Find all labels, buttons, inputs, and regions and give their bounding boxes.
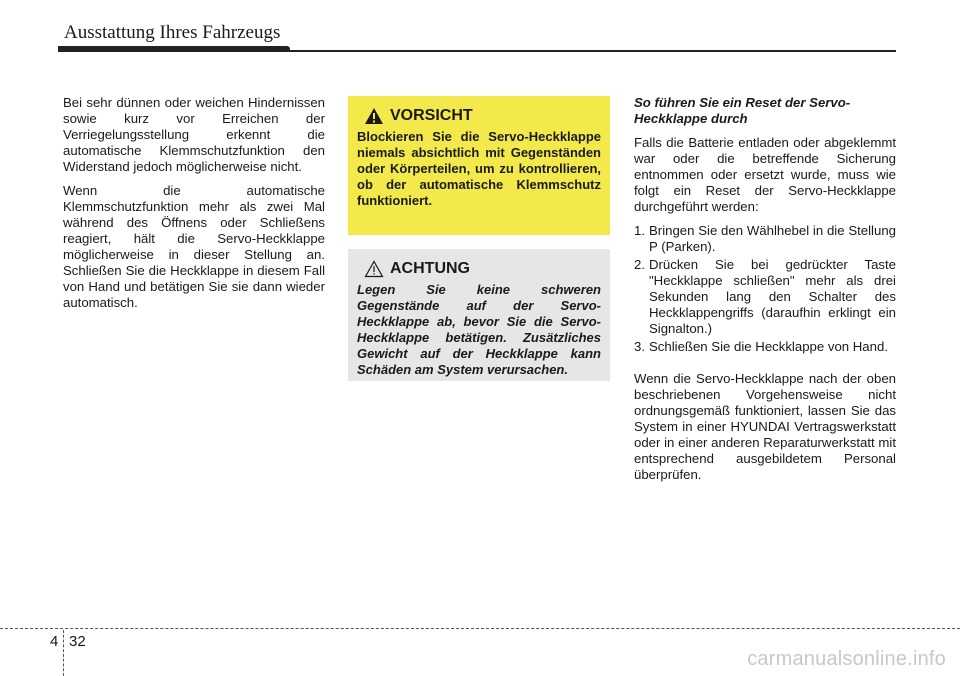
note-header bbox=[357, 259, 601, 279]
footer-vertical-divider bbox=[63, 630, 64, 676]
step-number: 2. bbox=[634, 257, 645, 272]
page-number: 32 bbox=[69, 633, 86, 650]
footer-divider bbox=[0, 628, 960, 629]
section-title: So führen Sie ein Reset der Servo-Heckklappe durch bbox=[634, 95, 851, 126]
list-item bbox=[634, 339, 896, 355]
step-number: 1. bbox=[634, 223, 645, 238]
paragraph: Bei sehr dünnen oder weichen Hindernissen sowie kurz vor Erreichen der Verriegelungsstellung erkennt die automatische Klemmschutzfunktion den Widerstand jedoch möglicherweise nicht. bbox=[63, 95, 325, 174]
left-column bbox=[63, 95, 325, 319]
watermark-link[interactable]: carmanualsonline.info bbox=[747, 648, 946, 670]
list-item bbox=[634, 223, 896, 255]
right-column bbox=[634, 95, 896, 491]
paragraph: Wenn die automatische Klemmschutzfunktion mehr als zwei Mal während des Öffnens oder Schließens reagiert, hält die Servo-Heckklappe möglicherweise in dieser Stellung an. Schließen Sie die Heckklappe in diesem Fall von Hand und betätigen Sie sie dann wieder automatisch. bbox=[63, 183, 325, 310]
step-number: 3. bbox=[634, 339, 645, 354]
warning-triangle-outline-icon bbox=[364, 260, 384, 278]
header-rule bbox=[58, 50, 896, 52]
step-text: Schließen Sie die Heckklappe von Hand. bbox=[649, 339, 888, 354]
note-text: Legen Sie keine schweren Gegenstände auf der Servo-Heckklappe ab, bevor Sie die Servo-Heckklappe betätigen. Zusätzliches Gewicht auf der Heckklappe kann Schäden am System verursachen. bbox=[357, 282, 601, 377]
caution-text: Blockieren Sie die Servo-Heckklappe niemals absichtlich mit Gegenständen oder Körperteilen, um zu kontrollieren, ob der automatische Klemmschutz funktioniert. bbox=[357, 129, 601, 208]
caution-box bbox=[348, 96, 610, 235]
step-text: Bringen Sie den Wählhebel in die Stellung P (Parken). bbox=[649, 223, 896, 254]
closing-paragraph: Wenn die Servo-Heckklappe nach der oben beschriebenen Vorgehensweise nicht ordnungsgemäß funktioniert, lassen Sie das System in einer HYUNDAI Vertragswerkstatt oder in einer anderen Reparaturwerkstatt mit entsprechend ausgebildetem Personal überprüfen. bbox=[634, 371, 896, 482]
list-item bbox=[634, 257, 896, 337]
chapter-number: 4 bbox=[50, 633, 59, 650]
warning-triangle-icon bbox=[364, 107, 384, 125]
reset-steps-list bbox=[634, 223, 896, 355]
page-header-title: Ausstattung Ihres Fahrzeugs bbox=[64, 22, 281, 43]
step-text: Drücken Sie bei gedrückter Taste "Heckklappe schließen" mehr als drei Sekunden lang den Schalter des Heckklappengriffs (daraufhin erklingt ein Signalton.) bbox=[649, 257, 896, 336]
caution-title: VORSICHT bbox=[390, 107, 473, 124]
caution-header bbox=[357, 106, 601, 126]
note-box bbox=[348, 249, 610, 381]
intro-paragraph: Falls die Batterie entladen oder abgeklemmt war oder die betreffende Sicherung entnommen oder ersetzt wurde, muss wie folgt ein Reset der Servo-Heckklappe durchgeführt werden: bbox=[634, 135, 896, 214]
note-title: ACHTUNG bbox=[390, 260, 470, 277]
